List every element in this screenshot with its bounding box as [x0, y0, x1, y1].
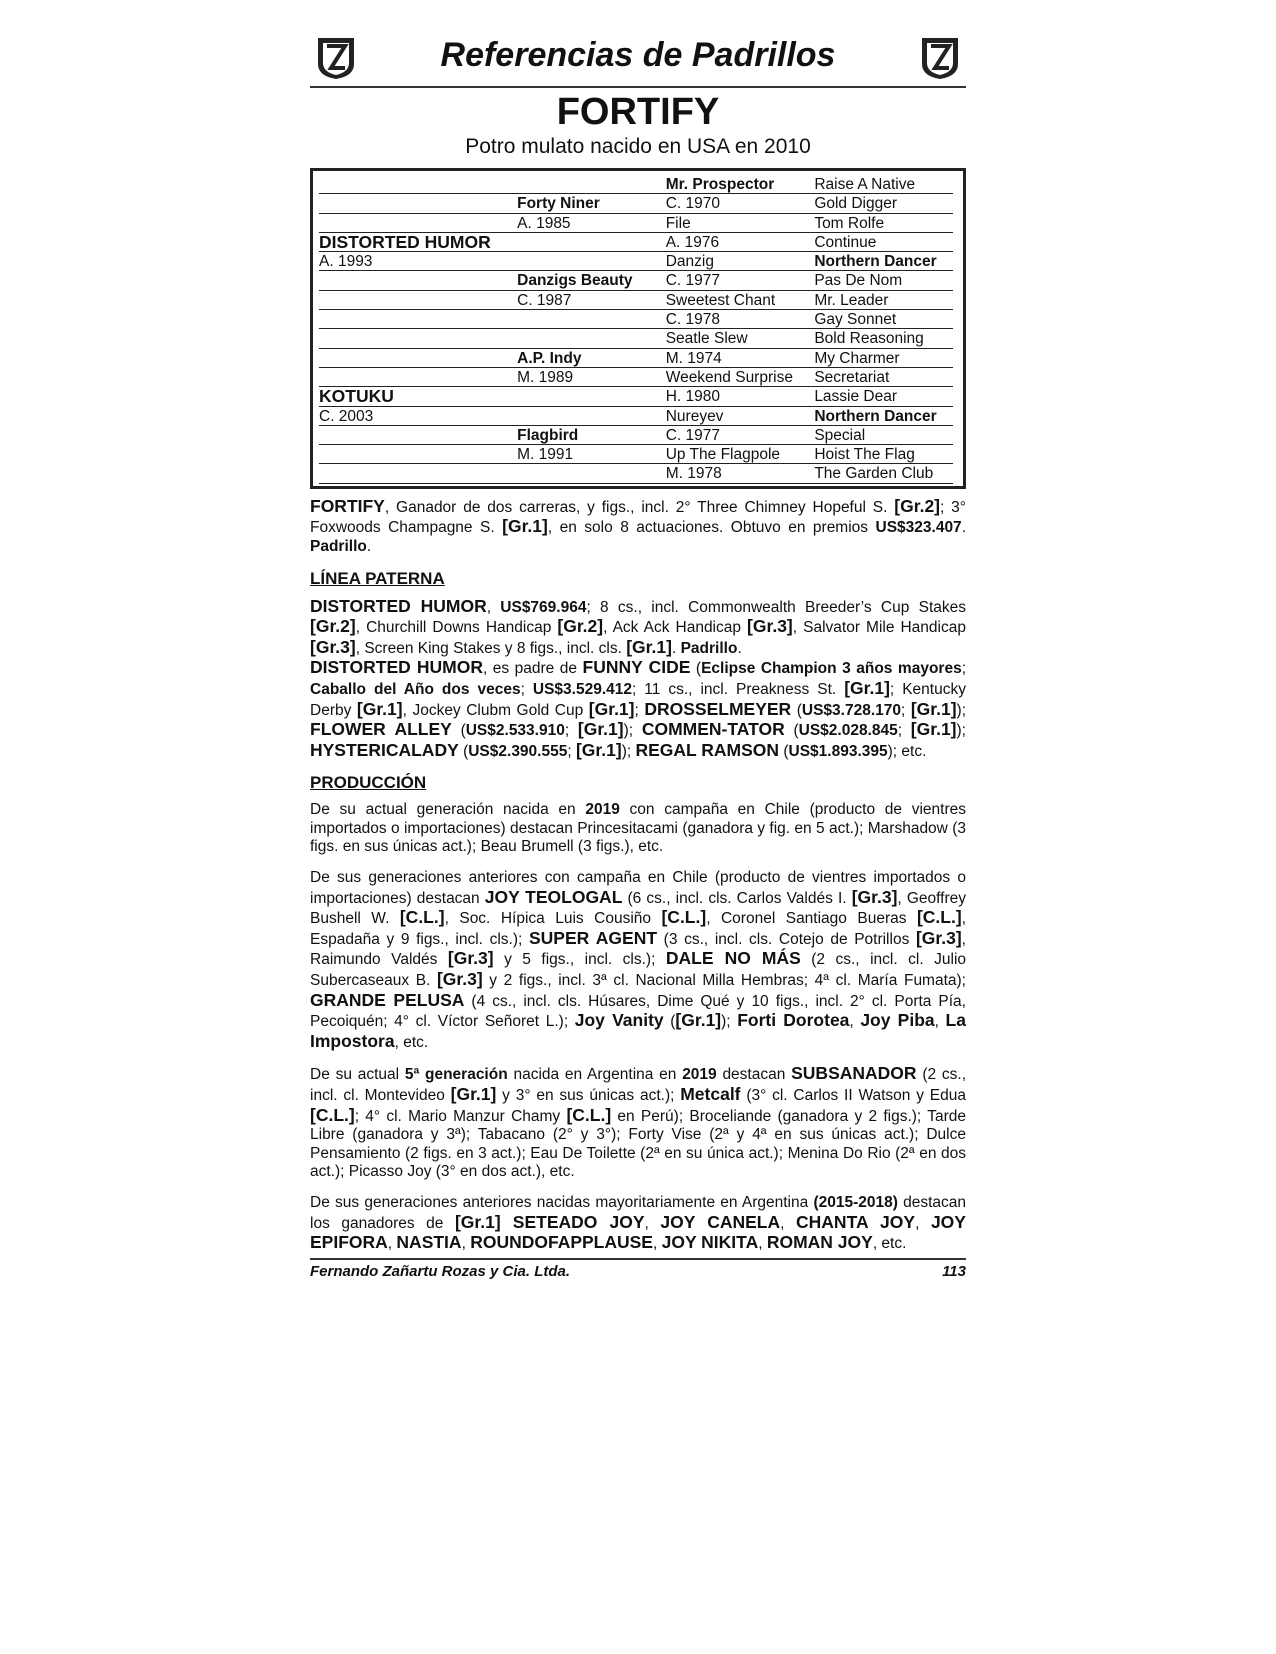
footer-company: Fernando Zañartu Rozas y Cia. Ltda. [310, 1262, 571, 1280]
horse-subtitle: Potro mulato nacido en USA en 2010 [465, 135, 811, 158]
text: ; [961, 660, 967, 678]
text: ; Kentucky Derby [310, 680, 966, 719]
text: y 2 figs., incl. 3ª cl. Nacional Milla Hembras; 4ª cl. María Fumata); [482, 972, 966, 990]
pedigree-cell: A. 1976 [666, 233, 815, 252]
earnings: US$1.893.395 [788, 742, 888, 760]
text: ; 11 cs., incl. Preakness St. [631, 680, 845, 698]
text: ( [690, 660, 702, 678]
pedigree-cell: Mr. Leader [814, 291, 953, 310]
pedigree-cell: File [666, 214, 815, 233]
text: . [366, 537, 372, 555]
text: ; 8 cs., incl. Commonwealth Breeder’s Cup Stakes [586, 598, 966, 616]
grade: [Gr.2] [310, 616, 356, 637]
pedigree-cell: Gay Sonnet [814, 310, 953, 329]
pedigree-cell: DISTORTED HUMOR [319, 233, 517, 252]
text: , [644, 1214, 661, 1232]
pedigree-cell [319, 464, 517, 483]
text: , es padre de [482, 660, 583, 678]
page [310, 30, 966, 1280]
text: , Ganador de dos carreras, y figs., incl. 2° Three Chimney Hopeful S. [384, 498, 895, 516]
grade: [Gr.3] [436, 969, 483, 990]
text: ); [956, 701, 967, 719]
pedigree-cell: Forty Niner [517, 194, 666, 213]
offspring-name: CHANTA JOY [796, 1211, 916, 1232]
text: De su actual [310, 1066, 405, 1084]
pedigree-row [319, 387, 953, 406]
grade: [C.L.] [399, 907, 445, 928]
grade: [Gr.3] [747, 616, 793, 637]
text: (6 cs., incl. cls. Carlos Valdés I. [622, 889, 852, 907]
text: . [961, 519, 966, 537]
pedigree-cell: Continue [814, 233, 953, 252]
offspring-name: SUPER AGENT [528, 927, 658, 948]
pedigree-row [319, 214, 953, 233]
pedigree-cell: Bold Reasoning [814, 329, 953, 348]
offspring-name: ROMAN JOY [766, 1232, 873, 1253]
pedigree-cell: Tom Rolfe [814, 214, 953, 233]
pedigree-cell [319, 175, 517, 194]
pedigree-cell [517, 329, 666, 348]
earnings: US$2.028.845 [798, 722, 898, 740]
earnings: US$2.390.555 [468, 742, 568, 760]
pedigree-cell: Seatle Slew [666, 329, 815, 348]
offspring-name: FLOWER ALLEY [310, 719, 452, 740]
text: , [758, 1235, 767, 1253]
pedigree-row [319, 349, 953, 368]
text: ( [791, 701, 802, 719]
pedigree-cell: M. 1974 [666, 349, 815, 368]
pedigree-row [319, 175, 953, 194]
pedigree-cell [319, 445, 517, 464]
text: Padrillo [310, 537, 367, 555]
grade: [Gr.1] [844, 677, 890, 698]
text: , Jockey Clubm Gold Cup [402, 701, 589, 719]
text: , [486, 598, 501, 616]
offspring-name: DALE NO MÁS [665, 948, 801, 969]
linea-paragraph [310, 597, 966, 762]
grade: [Gr.1] [626, 636, 672, 657]
page-header [310, 30, 966, 88]
pedigree-row [319, 426, 953, 445]
pedigree-cell: Danzig [666, 252, 815, 271]
text: ; 3° Foxwoods Champagne S. [310, 498, 966, 537]
sire-name: DISTORTED HUMOR [310, 657, 483, 678]
pedigree-cell [517, 175, 666, 194]
text: De sus generaciones anteriores nacidas mayoritariamente en Argentina [310, 1193, 814, 1211]
pedigree-cell [319, 329, 517, 348]
pedigree-cell [517, 407, 666, 426]
text: (2 cs., incl. cl. Montevideo [310, 1066, 966, 1104]
pedigree-cell: A.P. Indy [517, 349, 666, 368]
pedigree-cell: Gold Digger [814, 194, 953, 213]
page-number: 113 [942, 1262, 966, 1280]
text: destacan [716, 1066, 792, 1084]
earnings: US$769.964 [500, 598, 587, 616]
text: y 5 figs., incl. cls.); [493, 951, 666, 969]
grade: [Gr.3] [310, 636, 356, 657]
pedigree-row [319, 445, 953, 464]
pedigree-cell [319, 271, 517, 290]
pedigree-cell [319, 214, 517, 233]
text: , Soc. Hípica Luis Cousiño [444, 910, 662, 928]
text: (2 cs., incl. cl. Julio Subercaseaux B. [310, 951, 967, 990]
text: ; [567, 742, 576, 760]
header-title: Referencias de Padrillos [440, 36, 836, 74]
pedigree-cell: Sweetest Chant [666, 291, 815, 310]
pedigree-cell: Up The Flagpole [666, 445, 815, 464]
pedigree-cell [319, 291, 517, 310]
text: ); [623, 722, 642, 740]
text: , Coronel Santiago Bueras [706, 910, 917, 928]
pedigree-cell: Hoist The Flag [814, 445, 953, 464]
grade: [Gr.1] [450, 1084, 497, 1104]
pedigree-cell: H. 1980 [666, 387, 815, 406]
offspring-name: Metcalf [680, 1084, 741, 1104]
text: , [849, 1013, 861, 1031]
text: ); [621, 742, 636, 760]
pedigree-row [319, 252, 953, 271]
pedigree-cell: Pas De Nom [814, 271, 953, 290]
offspring-name: JOY EPIFORA [310, 1211, 966, 1253]
year-range: (2015-2018) [813, 1193, 898, 1211]
offspring-name: DROSSELMEYER [644, 698, 792, 719]
offspring-name: GRANDE PELUSA [310, 989, 465, 1010]
pedigree-cell: The Garden Club [814, 464, 953, 483]
pedigree-cell: Flagbird [517, 426, 666, 445]
grade: [Gr.2] [557, 616, 604, 637]
pedigree-row [319, 291, 953, 310]
text: , Ack Ack Handicap [603, 619, 748, 637]
offspring-name: Joy Piba [860, 1010, 935, 1031]
offspring-name: REGAL RAMSON [635, 739, 780, 760]
pedigree-cell: Northern Dancer [814, 407, 953, 426]
text: ( [784, 722, 799, 740]
pedigree-cell [319, 194, 517, 213]
pedigree-cell: My Charmer [814, 349, 953, 368]
offspring-name: NASTIA [396, 1232, 462, 1253]
text: . [671, 639, 681, 657]
text: ); [721, 1013, 738, 1031]
section-title-linea: LÍNEA PATERNA [310, 568, 445, 588]
offspring-name: JOY TEOLOGAL [484, 886, 623, 907]
text: , Geoffrey Bushell W. [310, 889, 966, 928]
text: , etc. [872, 1235, 907, 1253]
grade: [Gr.1] [588, 698, 635, 719]
text: , etc. [394, 1033, 429, 1051]
text: ( [779, 742, 789, 760]
text: ; [897, 722, 911, 740]
grade: [Gr.3] [447, 948, 494, 969]
pedigree-cell [517, 310, 666, 329]
pedigree-row [319, 464, 953, 483]
pedigree-cell: A. 1985 [517, 214, 666, 233]
text: , [387, 1235, 397, 1253]
text: , Churchill Downs Handicap [355, 619, 558, 637]
text: . [737, 639, 742, 657]
pedigree-cell: Northern Dancer [814, 252, 953, 271]
grade: [C.L.] [566, 1104, 612, 1125]
offspring-name: [Gr.1] SETEADO JOY [454, 1211, 645, 1232]
offspring-name: FUNNY CIDE [582, 657, 691, 678]
pedigree-cell [319, 426, 517, 445]
text: en Perú); Broceliande (ganadora y 2 figs.); Tarde Libre (ganadora y 3ª); Tabacano (2° y 3°); Forty Vise (2ª y 4ª en sus únicas act.); Dulce Pensamiento (2 figs. en 3 act.); Eau De Toilette (2ª en su única act.); Menina Do Rio (2ª en dos act.); Picasso Joy (3° en dos act.), etc. [310, 1107, 966, 1181]
pedigree-cell [517, 464, 666, 483]
text: De sus generaciones anteriores con campaña en Chile (producto de vientres importados o importaciones) destacan [310, 869, 966, 907]
text: ; [520, 680, 533, 698]
grade: [C.L.] [661, 907, 707, 928]
pedigree-row [319, 329, 953, 348]
zr-logo-icon [314, 34, 358, 80]
sire-name: DISTORTED HUMOR [310, 595, 487, 616]
grade: [Gr.2] [894, 495, 941, 516]
earnings: US$3.728.170 [801, 701, 901, 719]
pedigree-row [319, 368, 953, 387]
offspring-name: SUBSANADOR [791, 1063, 917, 1084]
text: 5ª generación [404, 1066, 508, 1084]
summary-paragraph [310, 497, 966, 557]
text: ; [634, 701, 645, 719]
text: , [780, 1214, 797, 1232]
pedigree-cell [319, 368, 517, 387]
page-footer [310, 1258, 966, 1280]
earnings: US$3.529.412 [532, 680, 632, 698]
pedigree-cell: Special [814, 426, 953, 445]
pedigree-cell [319, 349, 517, 368]
text: , [934, 1013, 946, 1031]
text: , [915, 1214, 931, 1232]
section-title-produccion: PRODUCCIÓN [310, 773, 427, 793]
horse-name: FORTIFY [556, 91, 720, 133]
pedigree-cell: Lassie Dear [814, 387, 953, 406]
offspring-name: La Impostora [310, 1010, 966, 1051]
text: ); [956, 722, 966, 740]
pedigree-cell [517, 387, 666, 406]
grade: [Gr.1] [910, 719, 957, 740]
grade: [Gr.1] [675, 1010, 722, 1031]
pedigree-table [310, 168, 966, 489]
text: , Espadaña y 9 figs., incl. cls.); [310, 910, 966, 948]
pedigree-cell: C. 1970 [666, 194, 815, 213]
offspring-name: JOY NIKITA [661, 1232, 759, 1253]
text: ( [451, 722, 466, 740]
grade: [Gr.3] [851, 886, 898, 907]
pedigree-cell: Nureyev [666, 407, 815, 426]
pedigree-cell: Danzigs Beauty [517, 271, 666, 290]
text: ( [458, 742, 469, 760]
pedigree-cell: C. 1977 [666, 271, 815, 290]
produccion-section [310, 801, 966, 1253]
text: ( [663, 1013, 676, 1031]
pedigree-cell: KOTUKU [319, 387, 517, 406]
pedigree-cell: M. 1991 [517, 445, 666, 464]
text: , [652, 1235, 662, 1253]
text: (3° cl. Carlos II Watson y Edua [740, 1087, 966, 1104]
text: con campaña en Chile (producto de vientres importados o importaciones) destacan Princesitacami (ganadora y fig. en 5 act.); Marshadow (3 figs. en sus únicas act.); Beau Brumell (3 figs.), etc. [310, 801, 966, 856]
zr-logo-icon [918, 34, 962, 80]
year: 2019 [585, 801, 620, 819]
offspring-name: Forti Dorotea [737, 1010, 850, 1031]
text: ); etc. [887, 742, 927, 760]
horse-name-inline: FORTIFY [310, 495, 385, 516]
grade: [C.L.] [916, 907, 962, 928]
text: , [461, 1235, 471, 1253]
pedigree-cell: Raise A Native [814, 175, 953, 194]
grade: [Gr.1] [356, 698, 403, 719]
text: destacan los ganadores de [310, 1193, 966, 1232]
pedigree-cell: A. 1993 [319, 252, 517, 271]
offspring-name: JOY CANELA [660, 1211, 781, 1232]
pedigree-cell: M. 1989 [517, 368, 666, 387]
grade: [Gr.1] [577, 719, 624, 740]
grade: [Gr.3] [915, 927, 962, 948]
pedigree-cell: Mr. Prospector [666, 175, 815, 194]
pedigree-cell [517, 252, 666, 271]
offspring-name: Joy Vanity [574, 1010, 664, 1031]
earnings: US$323.407 [875, 519, 962, 537]
text: , Raimundo Valdés [310, 930, 966, 969]
text: De su actual generación nacida en [310, 801, 586, 819]
text: ; 4° cl. Mario Manzur Chamy [354, 1107, 567, 1125]
grade: [C.L.] [310, 1104, 355, 1125]
pedigree-cell: Weekend Surprise [666, 368, 815, 387]
offspring-name: HYSTERICALADY [310, 739, 459, 760]
grade: [Gr.1] [910, 698, 957, 719]
text: , Salvator Mile Handicap [792, 619, 966, 637]
text: Eclipse Champion 3 años mayores [701, 660, 962, 678]
text: , Screen King Stakes y 8 figs., incl. cls. [355, 639, 627, 657]
pedigree-cell: C. 1977 [666, 426, 815, 445]
offspring-name: ROUNDOFAPPLAUSE [470, 1232, 653, 1253]
pedigree-row [319, 407, 953, 426]
text: Padrillo [680, 639, 738, 657]
text: y 3° en sus únicas act.); [496, 1087, 681, 1104]
pedigree-row [319, 310, 953, 329]
text: ; [900, 701, 911, 719]
text: ; [564, 722, 578, 740]
year: 2019 [682, 1066, 717, 1084]
text: , en solo 8 actuaciones. Obtuvo en premios [547, 519, 876, 537]
offspring-name: COMMEN-TATOR [641, 719, 785, 740]
pedigree-cell: C. 1987 [517, 291, 666, 310]
pedigree-cell: Secretariat [814, 368, 953, 387]
pedigree-cell: C. 2003 [319, 407, 517, 426]
pedigree-cell [517, 233, 666, 252]
text: Caballo del Año dos veces [310, 680, 521, 698]
pedigree-row [319, 271, 953, 290]
pedigree-cell [319, 310, 517, 329]
text: (4 cs., incl. cls. Húsares, Dime Qué y 10 figs., incl. 2° cl. Porta Pía, Pecoiquén; 4° cl. Víctor Señoret L.); [310, 992, 966, 1031]
grade: [Gr.1] [502, 516, 548, 537]
pedigree-cell: M. 1978 [666, 464, 815, 483]
text: nacida en Argentina en [507, 1066, 683, 1084]
grade: [Gr.1] [575, 739, 622, 760]
pedigree-row [319, 194, 953, 213]
earnings: US$2.533.910 [465, 722, 565, 740]
pedigree-cell: C. 1978 [666, 310, 815, 329]
text: (3 cs., incl. cls. Cotejo de Potrillos [657, 930, 916, 948]
pedigree-row [319, 233, 953, 252]
